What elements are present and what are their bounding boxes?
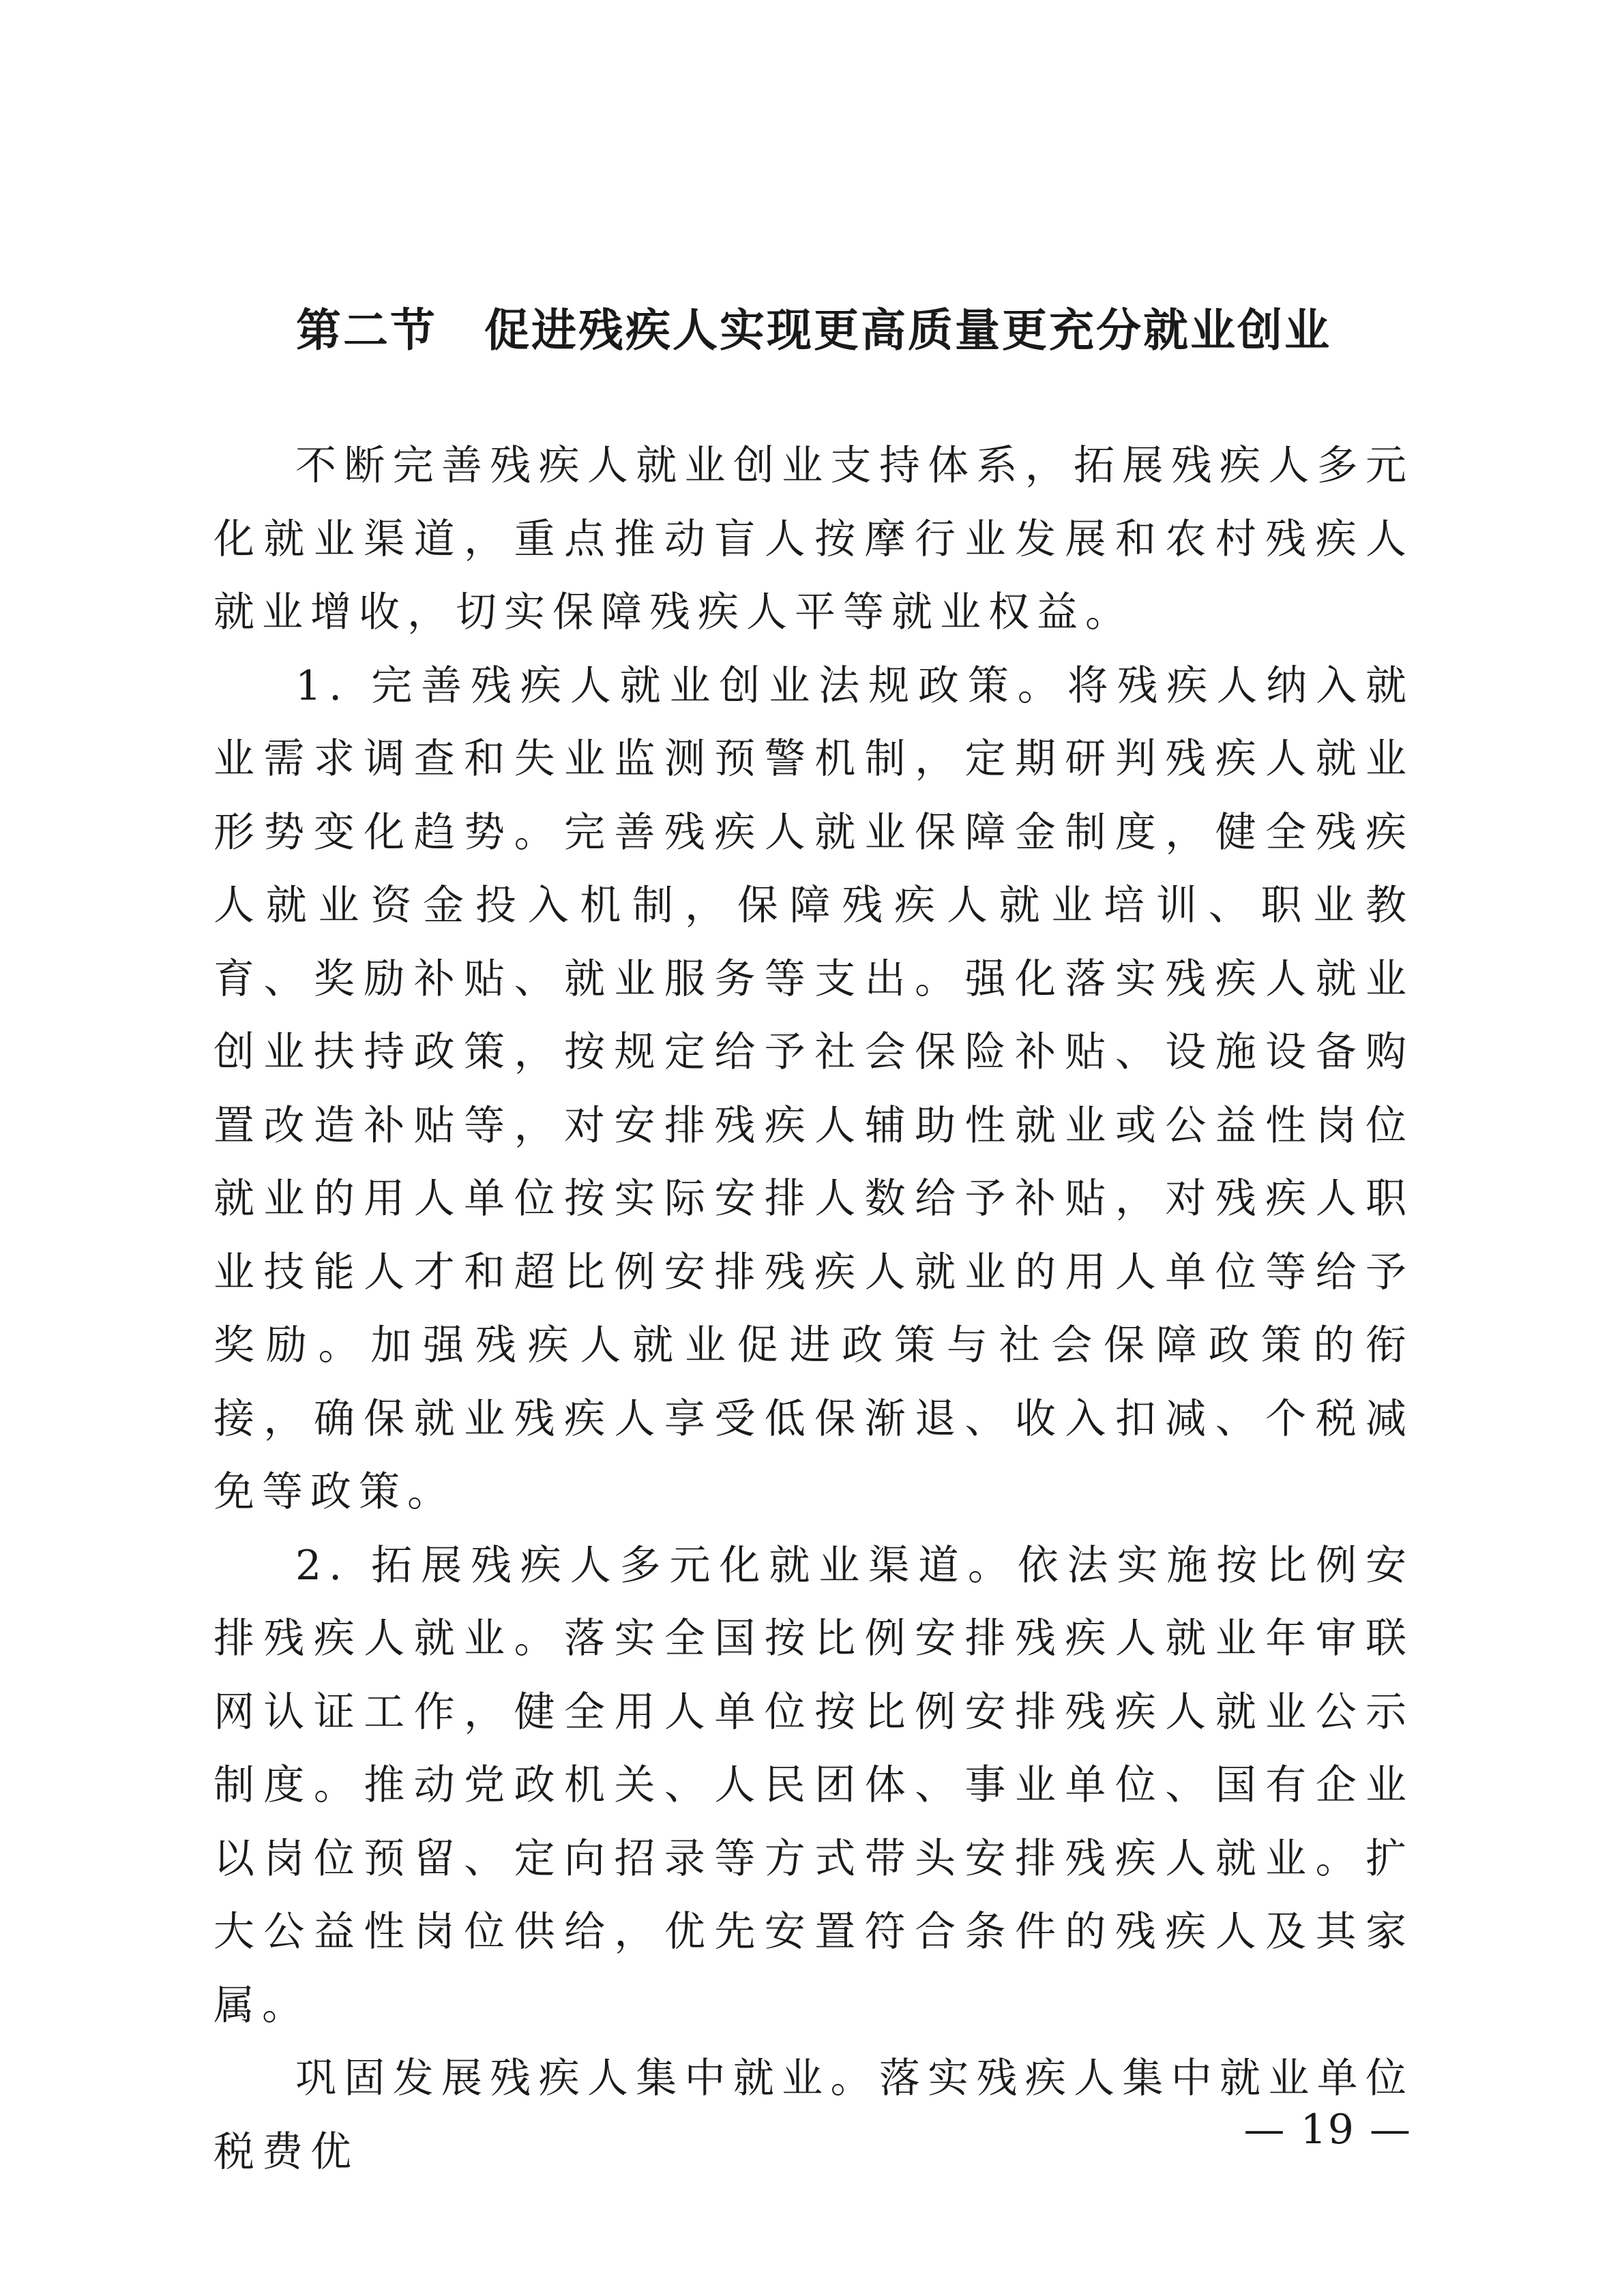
- paragraph-intro: 不断完善残疾人就业创业支持体系，拓展残疾人多元化就业渠道，重点推动盲人按摩行业发展和农村残疾人就业增收，切实保障残疾人平等就业权益。: [213, 442, 1414, 636]
- page-number: — 19 —: [1243, 2106, 1412, 2153]
- paragraph-item-2: 2. 拓展残疾人多元化就业渠道。依法实施按比例安排残疾人就业。落实全国按比例安排残疾人就业年审联网认证工作，健全用人单位按比例安排残疾人就业公示制度。推动党政机关、人民团体、事业单位、国有企业以岗位预留、定向招录等方式带头安排残疾人就业。扩大公益性岗位供给，优先安置符合条件的残疾人及其家属。: [213, 1541, 1414, 2029]
- document-page: [213, 293, 1414, 2189]
- section-title: 第二节 促进残疾人实现更高质量更充分就业创业: [296, 304, 1331, 357]
- paragraph-item-1: 1. 完善残疾人就业创业法规政策。将残疾人纳入就业需求调查和失业监测预警机制，定期研判残疾人就业形势变化趋势。完善残疾人就业保障金制度，健全残疾人就业资金投入机制，保障残疾人就业培训、职业教育、奖励补贴、就业服务等支出。强化落实残疾人就业创业扶持政策，按规定给予社会保险补贴、设施设备购置改造补贴等，对安排残疾人辅助性就业或公益性岗位就业的用人单位按实际安排人数给予补贴，对残疾人职业技能人才和超比例安排残疾人就业的用人单位等给予奖励。加强残疾人就业促进政策与社会保障政策的衔接，确保就业残疾人享受低保渐退、收入扣减、个税减免等政策。: [213, 661, 1414, 1516]
- paragraph-concentrated-employment: 巩固发展残疾人集中就业。落实残疾人集中就业单位税费优: [213, 2055, 1414, 2176]
